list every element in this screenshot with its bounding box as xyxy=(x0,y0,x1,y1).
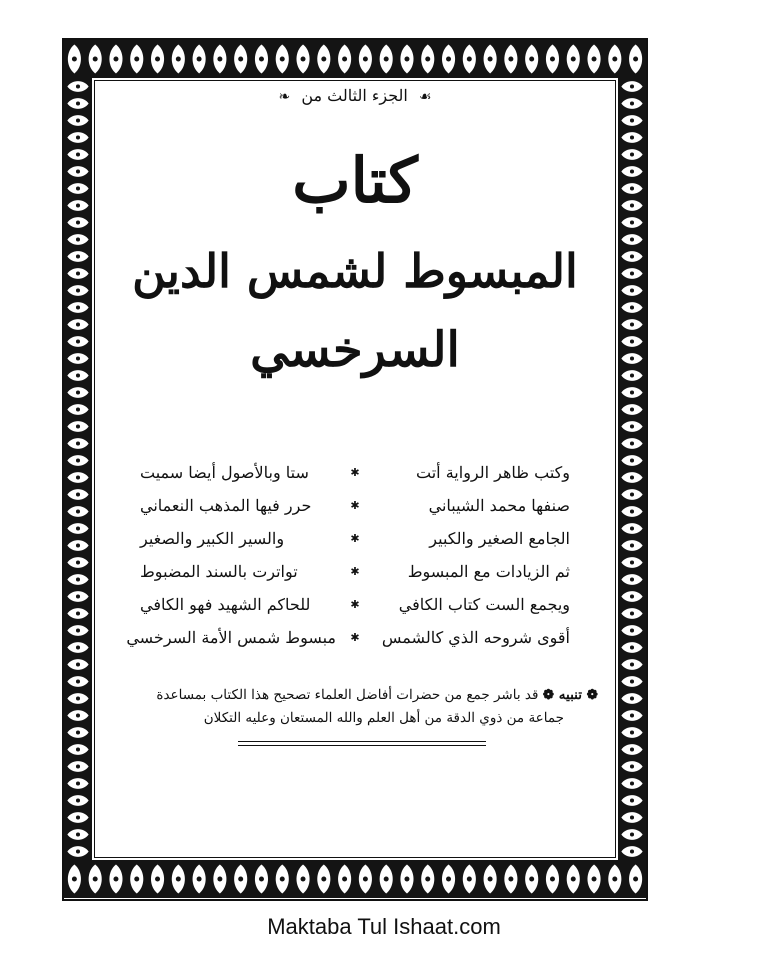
ornamental-border-top xyxy=(64,40,646,78)
border-motif xyxy=(621,200,642,211)
border-motif xyxy=(67,761,88,772)
notice-line-2: جماعة من ذوي الدقة من أهل العلم والله المستعان وعليه التكلان xyxy=(203,710,564,726)
border-motif xyxy=(400,865,413,894)
border-motif xyxy=(587,865,600,894)
border-motif xyxy=(621,676,642,687)
poem-verses xyxy=(126,456,570,654)
ornament-icon: ❧ xyxy=(278,89,291,105)
border-motif xyxy=(380,45,393,74)
border-motif xyxy=(67,353,88,364)
border-motif xyxy=(621,353,642,364)
border-motif xyxy=(67,574,88,585)
border-motif xyxy=(67,132,88,143)
verse-second-hemistich: ستا وبالأصول أيضا سميت xyxy=(140,463,309,482)
border-motif xyxy=(67,693,88,704)
border-motif xyxy=(621,557,642,568)
verse-second-hemistich: للحاكم الشهيد فهو الكافي xyxy=(140,595,311,614)
border-motif xyxy=(621,812,642,823)
border-motif xyxy=(67,829,88,840)
border-motif xyxy=(621,404,642,415)
border-motif xyxy=(442,865,455,894)
border-motif xyxy=(359,45,372,74)
verse-second-hemistich: تواترت بالسند المضبوط xyxy=(140,562,298,581)
border-motif xyxy=(484,865,497,894)
notice-tag: ❁ تنبيه ❁ xyxy=(542,687,598,703)
border-motif xyxy=(255,45,268,74)
verse-first-hemistich: ثم الزيادات مع المبسوط xyxy=(407,562,570,581)
border-motif xyxy=(67,183,88,194)
border-motif xyxy=(621,574,642,585)
border-motif xyxy=(67,98,88,109)
border-motif xyxy=(130,865,143,894)
border-motif xyxy=(621,370,642,381)
book-title: كتاب xyxy=(292,144,418,217)
border-motif xyxy=(67,710,88,721)
border-motif xyxy=(67,217,88,228)
border-motif xyxy=(193,45,206,74)
volume-label xyxy=(94,86,616,105)
border-motif xyxy=(67,438,88,449)
border-motif xyxy=(621,659,642,670)
border-motif xyxy=(621,251,642,262)
verse-row xyxy=(140,588,570,621)
border-motif xyxy=(621,472,642,483)
border-motif xyxy=(608,865,621,894)
border-motif xyxy=(621,778,642,789)
border-motif xyxy=(67,336,88,347)
border-motif xyxy=(504,45,517,74)
border-motif xyxy=(621,489,642,500)
border-motif xyxy=(621,846,642,857)
border-motif xyxy=(621,591,642,602)
border-motif xyxy=(67,455,88,466)
border-motif xyxy=(67,795,88,806)
verse-first-hemistich: صنفها محمد الشيباني xyxy=(428,496,570,515)
border-motif xyxy=(621,98,642,109)
border-motif xyxy=(621,166,642,177)
border-motif xyxy=(67,234,88,245)
border-motif xyxy=(68,45,81,74)
star-separator-icon: ✱ xyxy=(350,532,360,545)
border-motif xyxy=(621,285,642,296)
border-motif xyxy=(296,865,309,894)
border-motif xyxy=(621,625,642,636)
border-motif xyxy=(151,865,164,894)
border-motif xyxy=(621,710,642,721)
border-motif xyxy=(621,421,642,432)
border-motif xyxy=(317,45,330,74)
border-motif xyxy=(484,45,497,74)
watermark-text: Maktaba Tul Ishaat.com xyxy=(267,914,501,939)
border-motif xyxy=(172,45,185,74)
border-motif xyxy=(567,45,580,74)
border-motif xyxy=(67,302,88,313)
border-motif xyxy=(68,865,81,894)
border-motif xyxy=(463,865,476,894)
verse-second-hemistich: مبسوط شمس الأمة السرخسي xyxy=(126,628,336,647)
border-motif xyxy=(67,387,88,398)
verse-row xyxy=(126,621,570,654)
border-motif xyxy=(621,693,642,704)
border-motif xyxy=(621,217,642,228)
border-motif xyxy=(525,865,538,894)
border-motif xyxy=(338,865,351,894)
border-motif xyxy=(67,557,88,568)
border-motif xyxy=(621,336,642,347)
border-motif xyxy=(621,642,642,653)
book-title-line3: السرخسي xyxy=(250,322,460,378)
border-motif xyxy=(67,115,88,126)
border-motif xyxy=(359,865,372,894)
border-motif xyxy=(193,865,206,894)
border-motif xyxy=(621,608,642,619)
border-motif xyxy=(172,865,185,894)
border-motif xyxy=(67,625,88,636)
border-motif xyxy=(67,778,88,789)
border-motif xyxy=(621,302,642,313)
border-motif xyxy=(67,642,88,653)
border-motif xyxy=(463,45,476,74)
border-motif xyxy=(621,438,642,449)
ornamental-border-left xyxy=(64,78,92,860)
border-motif xyxy=(621,132,642,143)
border-motif xyxy=(621,149,642,160)
border-motif xyxy=(338,45,351,74)
border-motif xyxy=(629,45,642,74)
border-motif xyxy=(67,489,88,500)
verse-row xyxy=(140,456,570,489)
border-motif xyxy=(621,761,642,772)
border-motif xyxy=(67,540,88,551)
border-motif xyxy=(629,865,642,894)
border-motif xyxy=(67,676,88,687)
border-motif xyxy=(213,45,226,74)
border-motif xyxy=(67,812,88,823)
border-motif xyxy=(276,865,289,894)
border-motif xyxy=(67,81,88,92)
border-motif xyxy=(67,200,88,211)
ornamental-border-bottom xyxy=(64,860,646,898)
border-motif xyxy=(130,45,143,74)
border-motif xyxy=(67,506,88,517)
border-motif xyxy=(67,659,88,670)
verse-first-hemistich: الجامع الصغير والكبير xyxy=(429,529,570,548)
border-motif xyxy=(67,421,88,432)
border-motif xyxy=(621,319,642,330)
star-separator-icon: ✱ xyxy=(350,598,360,611)
border-motif xyxy=(67,744,88,755)
border-motif xyxy=(421,45,434,74)
border-motif xyxy=(608,45,621,74)
border-motif xyxy=(442,45,455,74)
star-separator-icon: ✱ xyxy=(350,499,360,512)
border-motif xyxy=(621,727,642,738)
border-motif xyxy=(151,45,164,74)
border-motif xyxy=(67,404,88,415)
border-motif xyxy=(89,45,102,74)
border-motif xyxy=(67,268,88,279)
star-separator-icon: ✱ xyxy=(350,565,360,578)
verse-second-hemistich: حرر فيها المذهب النعماني xyxy=(140,496,312,515)
border-motif xyxy=(621,115,642,126)
border-motif xyxy=(89,865,102,894)
border-motif xyxy=(587,45,600,74)
border-motif xyxy=(621,506,642,517)
border-motif xyxy=(67,285,88,296)
star-separator-icon: ✱ xyxy=(350,466,360,479)
border-motif xyxy=(276,45,289,74)
border-motif xyxy=(67,523,88,534)
border-motif xyxy=(317,865,330,894)
ornament-icon: ☙ xyxy=(418,89,432,105)
border-motif xyxy=(67,591,88,602)
notice-text-1: قد باشر جمع من حضرات أفاضل العلماء تصحيح هذا الكتاب بمساعدة xyxy=(156,687,539,703)
border-motif xyxy=(67,319,88,330)
border-motif xyxy=(525,45,538,74)
star-separator-icon: ✱ xyxy=(350,631,360,644)
verse-row xyxy=(140,522,570,555)
border-motif xyxy=(621,795,642,806)
border-motif xyxy=(234,45,247,74)
border-motif xyxy=(567,865,580,894)
verse-row xyxy=(140,489,570,522)
border-motif xyxy=(67,472,88,483)
border-motif xyxy=(380,865,393,894)
notice-line-1 xyxy=(110,684,598,707)
border-motif xyxy=(67,149,88,160)
border-motif xyxy=(296,45,309,74)
border-motif xyxy=(621,387,642,398)
border-motif xyxy=(621,183,642,194)
ornamental-border-right xyxy=(618,78,646,860)
border-motif xyxy=(255,865,268,894)
border-motif xyxy=(621,268,642,279)
border-motif xyxy=(213,865,226,894)
border-motif xyxy=(400,45,413,74)
border-motif xyxy=(109,45,122,74)
volume-label-text: الجزء الثالث من xyxy=(301,86,408,105)
divider xyxy=(238,741,486,742)
verse-second-hemistich: والسير الكبير والصغير xyxy=(140,529,285,548)
divider xyxy=(238,745,486,746)
border-motif xyxy=(67,251,88,262)
border-motif xyxy=(234,865,247,894)
border-motif xyxy=(421,865,434,894)
border-motif xyxy=(546,865,559,894)
verse-first-hemistich: ويجمع الست كتاب الكافي xyxy=(398,595,570,614)
book-title-line2: المبسوط لشمس الدين xyxy=(132,244,578,298)
border-motif xyxy=(67,727,88,738)
border-motif xyxy=(67,608,88,619)
border-motif xyxy=(67,166,88,177)
verse-row xyxy=(140,555,570,588)
border-motif xyxy=(621,523,642,534)
border-motif xyxy=(546,45,559,74)
border-motif xyxy=(67,846,88,857)
border-motif xyxy=(109,865,122,894)
border-motif xyxy=(621,744,642,755)
border-motif xyxy=(621,234,642,245)
border-motif xyxy=(621,829,642,840)
notice-block xyxy=(110,684,598,730)
verse-first-hemistich: أقوى شروحه الذي كالشمس xyxy=(381,628,570,647)
border-motif xyxy=(621,540,642,551)
border-motif xyxy=(621,455,642,466)
border-motif xyxy=(504,865,517,894)
verse-first-hemistich: وكتب ظاهر الرواية أتت xyxy=(416,463,570,482)
border-motif xyxy=(67,370,88,381)
border-motif xyxy=(621,81,642,92)
